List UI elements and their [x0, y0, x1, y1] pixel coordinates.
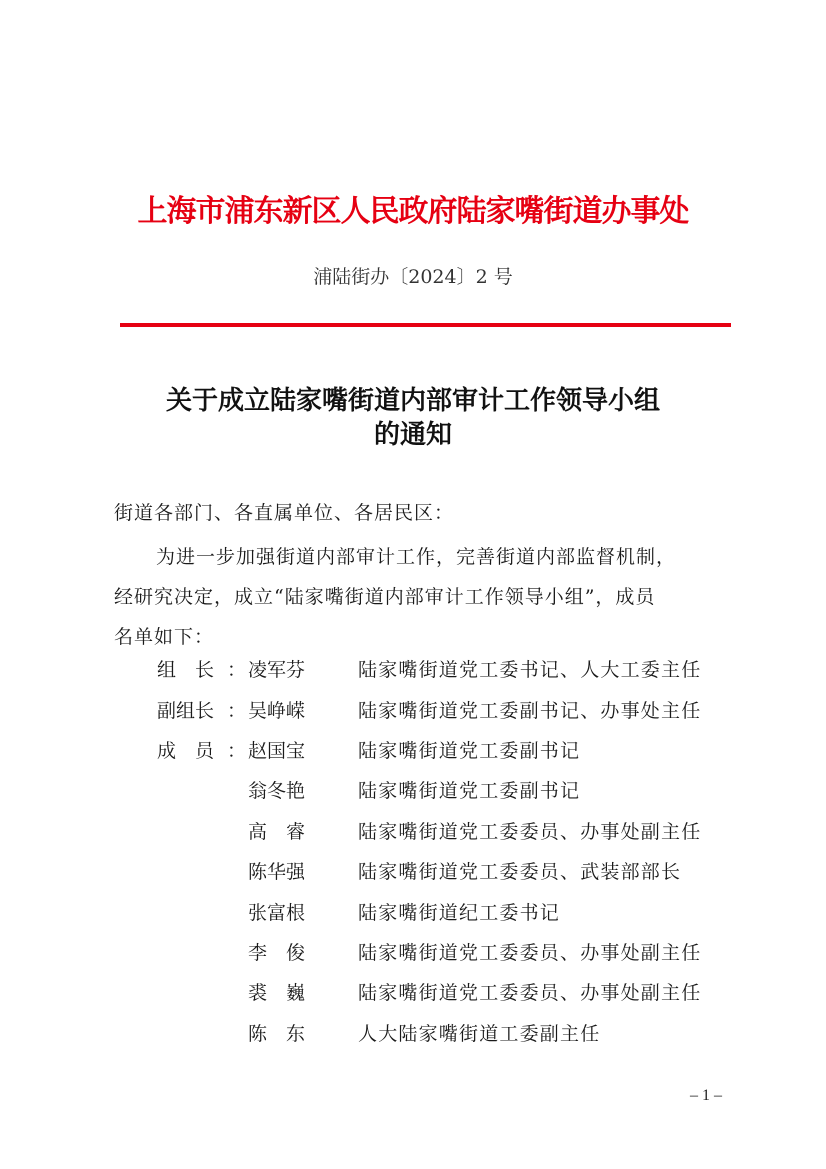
member-position: 人大陆家嘴街道工委副主任	[358, 1023, 601, 1045]
member-name: 高 睿	[248, 821, 306, 843]
member-row	[0, 898, 826, 928]
member-name: 陈华强	[248, 861, 306, 883]
body-paragraph	[114, 537, 734, 657]
member-position: 陆家嘴街道党工委副书记	[358, 780, 581, 802]
body-line-2: 经研究决定，成立“陆家嘴街道内部审计工作领导小组”，成员	[114, 586, 656, 608]
member-row	[0, 776, 826, 806]
notice-title-line-1: 关于成立陆家嘴街道内部审计工作领导小组	[165, 386, 660, 416]
salutation: 街道各部门、各直属单位、各居民区：	[114, 502, 455, 524]
member-position: 陆家嘴街道党工委书记、人大工委主任	[358, 659, 702, 681]
member-row	[0, 696, 826, 726]
member-position: 陆家嘴街道党工委委员、武装部部长	[358, 861, 682, 883]
member-row	[0, 978, 826, 1008]
member-colon: ：	[227, 659, 247, 681]
member-position: 陆家嘴街道党工委副书记、办事处主任	[358, 700, 702, 722]
member-name: 翁冬艳	[248, 780, 306, 802]
member-name: 裘 巍	[248, 982, 306, 1004]
member-role: 组 长	[157, 659, 215, 681]
notice-title	[0, 384, 826, 452]
member-colon: ：	[227, 700, 247, 722]
member-position: 陆家嘴街道党工委委员、办事处副主任	[358, 982, 702, 1004]
member-name: 吴峥嵘	[248, 700, 306, 722]
member-row	[0, 938, 826, 968]
member-role: 副组长	[157, 700, 215, 722]
member-colon: ：	[227, 740, 247, 762]
member-row	[0, 1019, 826, 1049]
member-row	[0, 857, 826, 887]
member-row	[0, 817, 826, 847]
member-role: 成 员	[157, 740, 215, 762]
member-position: 陆家嘴街道党工委委员、办事处副主任	[358, 821, 702, 843]
member-row	[0, 655, 826, 685]
member-position: 陆家嘴街道党工委委员、办事处副主任	[358, 942, 702, 964]
red-separator-line	[120, 323, 731, 327]
member-name: 凌军芬	[248, 659, 306, 681]
member-row	[0, 736, 826, 766]
body-line-1: 为进一步加强街道内部审计工作，完善街道内部监督机制，	[156, 546, 677, 568]
member-name: 张富根	[248, 902, 306, 924]
notice-title-line-2: 的通知	[373, 420, 452, 450]
body-line-3: 名单如下：	[114, 626, 215, 648]
member-position: 陆家嘴街道党工委副书记	[358, 740, 581, 762]
member-position: 陆家嘴街道纪工委书记	[358, 902, 561, 924]
issuer-title: 上海市浦东新区人民政府陆家嘴街道办事处	[137, 194, 689, 229]
document-number: 浦陆街办〔2024〕2 号	[313, 266, 513, 288]
member-name: 李 俊	[248, 942, 306, 964]
member-name: 陈 东	[248, 1023, 306, 1045]
member-name: 赵国宝	[248, 740, 306, 762]
page-number: – 1 –	[690, 1087, 722, 1104]
